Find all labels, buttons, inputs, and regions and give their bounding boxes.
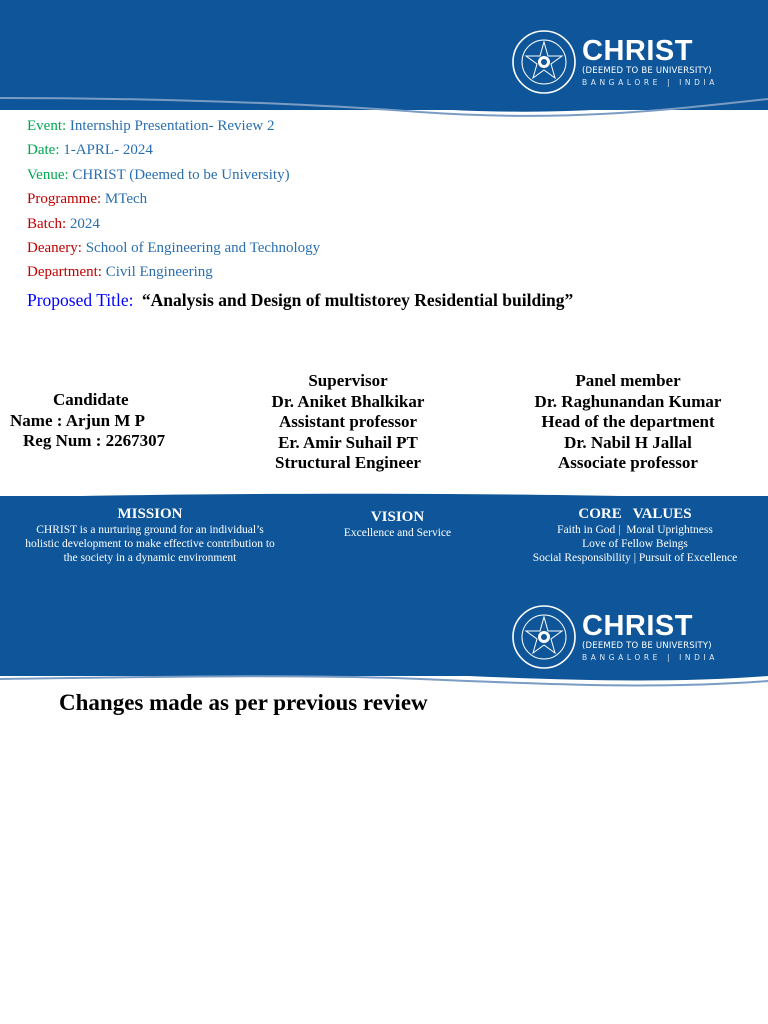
proposed-title-label: Proposed Title: [27, 290, 134, 310]
candidate-block [10, 390, 190, 452]
core-values-line: Faith in God | Moral Uprightness [557, 524, 713, 536]
detail-row-department: Department: Civil Engineering [27, 264, 213, 281]
candidate-heading: Candidate [53, 390, 129, 409]
core-values-line: Love of Fellow Beings [582, 538, 688, 550]
supervisor-line: Dr. Aniket Bhalkikar [271, 391, 425, 411]
supervisor-line: Structural Engineer [275, 453, 421, 472]
proposed-title [27, 290, 573, 311]
detail-row-date: Date: 1-APRL- 2024 [27, 142, 153, 159]
panel-line: Head of the department [541, 412, 715, 431]
brand-subtitle: (DEEMED TO BE UNIVERSITY) [582, 641, 712, 651]
event-details [27, 116, 320, 287]
candidate-name: Name : Arjun M P [10, 410, 146, 430]
supervisor-line: Assistant professor [278, 412, 418, 431]
detail-row-deanery: Deanery: School of Engineering and Technology [27, 239, 321, 256]
mission-block [0, 505, 300, 565]
candidate-reg: Reg Num : 2267307 [23, 431, 166, 450]
mission-line: the society in a dynamic environment [63, 552, 237, 564]
university-seal-icon [511, 604, 577, 670]
supervisor-line: Er. Amir Suhail PT [278, 432, 418, 452]
panel-line: Associate professor [558, 453, 698, 472]
panel-line: Dr. Raghunandan Kumar [534, 391, 722, 411]
mission-line: holistic development to make effective contribution to [25, 538, 275, 550]
vision-text: Excellence and Service [343, 527, 452, 539]
supervisor-block [248, 371, 448, 474]
supervisor-heading: Supervisor [308, 371, 388, 390]
university-seal-icon [511, 29, 577, 95]
vision-block [320, 508, 475, 540]
detail-row-batch: Batch: 2024 [27, 215, 100, 232]
brand-city: BANGALORE | INDIA [582, 653, 719, 662]
core-values-line: Social Responsibility | Pursuit of Excellence [532, 552, 738, 564]
core-values-block [510, 505, 760, 565]
mission-heading: MISSION [117, 506, 183, 522]
panel-block [518, 371, 738, 474]
detail-row-event: Event: Internship Presentation- Review 2 [27, 118, 275, 134]
proposed-title-text: “Analysis and Design of multistorey Residential building” [141, 290, 574, 310]
detail-row-programme: Programme: MTech [27, 191, 148, 208]
changes-heading: Changes made as per previous review [59, 690, 428, 715]
vision-heading: VISION [370, 509, 425, 525]
detail-row-venue: Venue: CHRIST (Deemed to be University) [27, 166, 290, 183]
panel-heading: Panel member [575, 371, 681, 390]
brand-city: BANGALORE | INDIA [582, 78, 719, 87]
footer-logo [511, 604, 718, 670]
brand-subtitle: (DEEMED TO BE UNIVERSITY) [582, 66, 712, 76]
panel-line: Dr. Nabil H Jallal [564, 432, 692, 452]
brand-name: CHRIST [582, 610, 693, 642]
mission-line: CHRIST is a nurturing ground for an individual’s [36, 524, 264, 536]
core-values-heading: CORE VALUES [578, 506, 692, 522]
brand-name: CHRIST [582, 35, 693, 67]
header-logo [511, 29, 718, 95]
